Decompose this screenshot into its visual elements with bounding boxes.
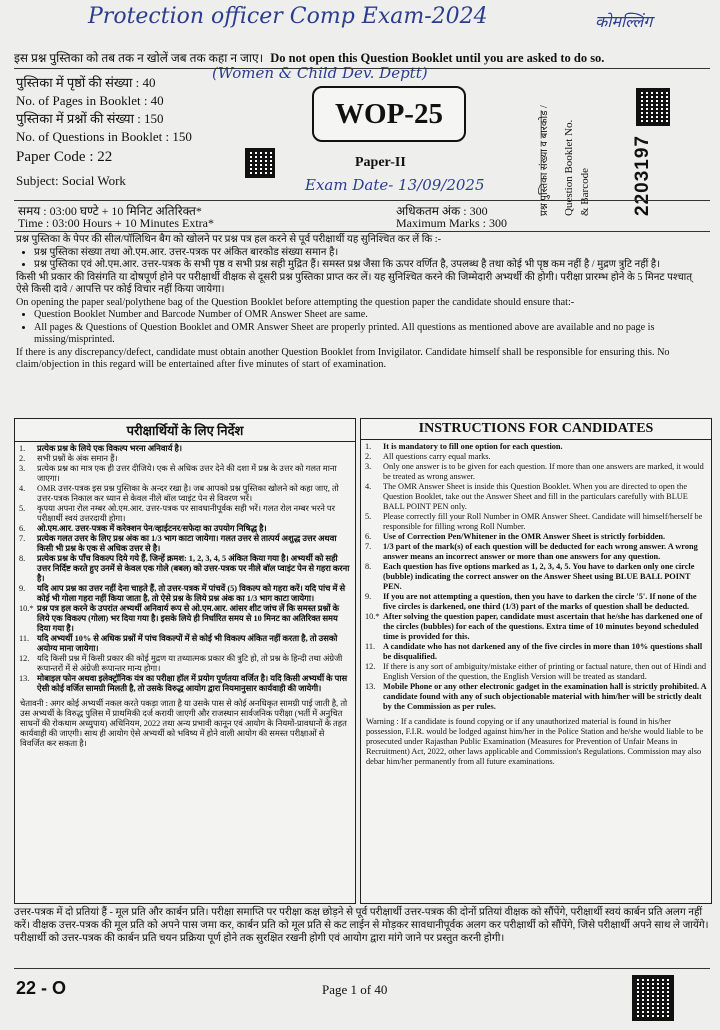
booklet-no-label-english: Question Booklet No. [563,119,575,216]
intro-hindi: प्रश्न पुस्तिका के पेपर की सील/पॉलिथिन बैग को खोलने पर प्रश्न पत्र हल करने से पूर्व परीक्षार्थी यह सुनिश्चित कर लें कि :- [16,234,441,245]
english-item-number: 2. [365,452,372,461]
hindi-item-number: 4. [19,484,26,493]
hindi-item-text: यदि अभ्यर्थी 10% से अधिक प्रश्नों में पांच विकल्पों में से कोई भी विकल्प अंकित नहीं करता है, तो उसको अयोग्य माना जायेगा। [37,634,338,653]
english-item [365,482,707,512]
bottom-qr-code [632,975,674,1021]
english-item-number: 13. [365,682,376,691]
hindi-instructions-list [15,442,355,696]
booklet-no-label-hindi: प्रश्न पुस्तिका संख्या व बारकोड / [539,105,550,216]
paper-number: Paper-II [355,155,406,170]
hindi-item [19,554,351,584]
intro-hindi-bullet-2: • प्रश्न पुस्तिका एवं ओ.एम.आर. उत्तर-पत्रक के सभी पृष्ठ व सभी प्रश्न सही मुद्रित हैं। समस्त प्रश्न जैसा कि ऊपर वर्णित है, उपलब्ध है तथा कोई भी पृष्ठ कम नहीं है / मुद्रण त्रुटि नहीं है। [34,259,706,272]
bottom-code: 22 - O [16,978,67,998]
english-instructions-list [361,440,711,714]
questions-english: No. of Questions in Booklet : 150 [16,129,192,144]
hindi-warning: चेतावनी : अगर कोई अभ्यर्थी नकल करते पकड़ा जाता है या उसके पास से कोई अनधिकृत सामग्री पाई जाती है, तो उस अभ्यर्थी के विरुद्ध पुलिस में प्राथमिकी दर्ज करायी जाएगी और राजस्थान सार्वजनिक परीक्षा (भर्ती में अनुचित साधनों की रोकथाम अध्युपाय) अधिनियम, 2022 तथा अन्य प्रभावी कानून एवं आयोग के नियमों-प्रावधानों के तहत कार्यवाही की जाएगी। साथ ही आयोग ऐसे अभ्यर्थी को भविष्य में होने वाली आयोग की समस्त परीक्षाओं से विवर्जित कर सकता है। [20,699,348,748]
hindi-item-text: OMR उत्तर-पत्रक इस प्रश्न पुस्तिका के अन्दर रखा है। जब आपको प्रश्न पुस्तिका खोलने को कहा जाए, तो उत्तर-पत्रक निकाल कर ध्यान से केवल नीले बॉल प्वाइंट पेन से विवरण भरें। [37,484,339,503]
hindi-item [19,604,351,634]
time-marks-block [14,200,710,232]
hindi-item-number: 13. [19,674,30,683]
top-rule [14,68,710,69]
english-item-number: 10.* [365,612,380,621]
english-item-number: 6. [365,532,372,541]
english-item [365,532,707,542]
hindi-item-text: यदि किसी प्रश्न में किसी प्रकार की कोई मुद्रण या तथ्यात्मक प्रकार की त्रुटि हो, तो प्रश्न के हिन्दी तथा अंग्रेजी रूपान्तरों में से अंग्रेजी रूपान्तर मान्य होगा। [37,654,343,673]
small-qr-code [245,148,275,178]
handwritten-exam-title: Protection officer Comp Exam-2024 [88,4,488,29]
english-item [365,592,707,612]
answer-sheet-note: उत्तर-पत्रक में दो प्रतियां हैं - मूल प्रति और कार्बन प्रति। परीक्षा समाप्ति पर परीक्षा कक्ष छोड़ने से पूर्व परीक्षार्थी उत्तर-पत्रक की दोनों प्रतियां वीक्षक को सौंपेंगे, परीक्षार्थी स्वयं कार्बन प्रति अलग नहीं करें। वीक्षक उत्तर-पत्रक की मूल प्रति को अपने पास जमा कर, कार्बन प्रति को मूल प्रति से कट लाईन से मोड़कर सावधानीपूर्वक अलग कर परीक्षार्थी को सौंपेंगे, जिसे परीक्षार्थी अपने साथ ले जायेंगे। परीक्षार्थी को उत्तर-पत्रक की कार्बन प्रति चयन प्रक्रिया पूर्ण होने तक सुरक्षित रखनी होगी एवं आयोग द्वारा मांगे जाने पर प्रस्तुत करनी होगी। [14,907,709,944]
hindi-item [19,524,351,534]
english-item [365,682,707,712]
hindi-item-text: मोबाइल फोन अथवा इलेक्ट्रॉनिक यंत्र का परीक्षा हॉल में प्रयोग पूर्णतया वर्जित है। यदि किसी अभ्यर्थी के पास ऐसी कोई वर्जित सामग्री मिलती है, तो उसके विरुद्ध आयोग द्वारा नियमानुसार कार्यवाही की जायेगी। [37,674,348,693]
page-number: Page 1 of 40 [322,982,388,997]
hindi-item-number: 2. [19,454,26,463]
marks-english: Maximum Marks : 300 [396,216,507,230]
english-item-text: A candidate who has not darkened any of the five circles in more than 10% questions shall be disqualified. [383,642,703,661]
hindi-item-number: 8. [19,554,26,563]
hindi-item [19,654,351,674]
hindi-item-number: 5. [19,504,26,513]
booklet-qr-code [636,88,670,126]
english-item-text: It is mandatory to fill one option for each question. [383,442,563,451]
english-item-number: 1. [365,442,372,451]
english-instructions-panel [360,418,712,904]
hindi-item-number: 9. [19,584,26,593]
hindi-item-number: 6. [19,524,26,533]
english-item-text: Each question has five options marked as 1, 2, 3, 4, 5. You have to darken only one circle (bubble) indicating the correct answer on the Answer Sheet using BLUE BALL POINT PEN. [383,562,695,591]
hindi-item [19,674,351,694]
paper-code-box: WOP-25 [312,86,466,142]
bottom-rule [14,968,710,969]
hindi-item [19,584,351,604]
hindi-item-text: कृपया अपना रोल नम्बर ओ.एम.आर. उत्तर-पत्रक पर सावधानीपूर्वक सही भरें। गलत रोल नम्बर भरने पर परीक्षार्थी स्वयं उत्तरदायी होगा। [37,504,336,523]
english-item-text: After solving the question paper, candidate must ascertain that he/she has darkened one of the circles (bubbles) for each of the questions. Extra time of 10 minutes beyond scheduled time is provided for this. [383,612,703,641]
english-item-number: 8. [365,562,372,571]
english-item-text: 1/3 part of the mark(s) of each question will be deducted for each wrong answer. A wrong answer means an incorrect answer or more than one answers for any question. [383,542,698,561]
english-item-text: The OMR Answer Sheet is inside this Question Booklet. When you are directed to open the Question Booklet, take out the Answer Sheet and fill in the particulars carefully with BLUE BALL POINT PEN only. [383,482,688,511]
english-item-number: 4. [365,482,372,491]
do-not-open-hindi: इस प्रश्न पुस्तिका को तब तक न खोलें जब तक कहा न जाए। [14,51,264,65]
english-item-text: All questions carry equal marks. [383,452,491,461]
booklet-number: 2203197 [632,135,653,216]
hindi-item-text: यदि आप प्रश्न का उत्तर नहीं देना चाहते हैं, तो उत्तर-पत्रक में पांचवें (5) विकल्प को गहरा करें। यदि पांच में से कोई भी गोला गहरा नहीं किया जाता है, तो ऐसे प्रश्न के लिये प्रश्न अंक का 1/3 भाग काटा जायेगा। [37,584,346,603]
hindi-item-text: प्रत्येक प्रश्न के पाँच विकल्प दिये गये हैं, जिन्हें क्रमश: 1, 2, 3, 4, 5 अंकित किया गया है। अभ्यर्थी को सही उत्तर निर्दिष्ट करते हुए उनमें से केवल एक गोले (बबल) को उत्तर-पत्रक पर नीले बॉल प्वाइंट पेन से गहरा करना है। [37,554,350,583]
english-item-number: 9. [365,592,372,601]
handwritten-exam-date: Exam Date- 13/09/2025 [305,176,485,194]
booklet-barcode-label: & Barcode [579,168,591,216]
hindi-item [19,484,351,504]
hindi-item-number: 3. [19,464,26,473]
english-item-number: 11. [365,642,376,651]
hindi-panel-title: परीक्षार्थियों के लिए निर्देश [15,419,355,442]
questions-hindi: पुस्तिका में प्रश्नों की संख्या : 150 [16,111,164,126]
hindi-item [19,504,351,524]
english-item [365,542,707,562]
english-item [365,612,707,642]
hindi-item-text: प्रत्येक प्रश्न के लिये एक विकल्प भरना अनिवार्य है। [37,444,183,453]
english-panel-title: INSTRUCTIONS FOR CANDIDATES [361,419,711,440]
handwritten-department: (Women & Child Dev. Deptt) [212,64,428,82]
english-item-number: 7. [365,542,372,551]
intro-hindi-tail: किसी भी प्रकार की विसंगति या दोषपूर्ण होने पर परीक्षार्थी वीक्षक से दूसरी प्रश्न पुस्तिका प्राप्त कर लें। यह सुनिश्चित करने की जिम्मेदारी अभ्यर्थी की होगी। परीक्षा प्रारम्भ होने के 5 मिनट पश्चात् ऐसे किसी दावे / आपत्ति पर कोई विचार नहीं किया जायेगा। [16,271,693,295]
hindi-item [19,444,351,454]
hindi-item-number: 11. [19,634,30,643]
booklet-info [16,74,192,190]
hindi-item-text: प्रत्येक गलत उत्तर के लिए प्रश्न अंक का 1/3 भाग काटा जायेगा। गलत उत्तर से तात्पर्य अशुद्ध उत्तर अथवा किसी भी प्रश्न के एक से अधिक उत्तर से है। [37,534,337,553]
english-item-text: Only one answer is to be given for each question. If more than one answers are marked, it would be treated as wrong answer. [383,462,704,481]
hindi-item-text: प्रत्येक प्रश्न का मात्र एक ही उत्तर दीजिये। एक से अधिक उत्तर देने की दशा में प्रश्न के उत्तर को गलत माना जाएगा। [37,464,337,483]
english-item-number: 3. [365,462,372,471]
hindi-item-text: सभी प्रश्नों के अंक समान हैं। [37,454,118,463]
hindi-item-number: 12. [19,654,30,663]
english-item [365,642,707,662]
english-item [365,452,707,462]
english-item [365,662,707,682]
english-warning: Warning : If a candidate is found copying or if any unauthorized material is found in his/her possession, F.I.R. would be lodged against him/her in the Police Station and he/she would liable to be prosecuted under Rajasthan Public Examination (Measures for Prevention of Unfair Means in Recruitment) Act, 2022, other laws applicable and Commission's Regulations. Commission may also debar him/her permanently from all future examinations. [366,717,704,766]
english-item [365,562,707,592]
pages-hindi: पुस्तिका में पृष्ठों की संख्या : 40 [16,75,156,90]
english-item-text: If you are not attempting a question, then you have to darken the circle '5'. If none of the five circles is darkened, one third (1/3) part of the marks of question shall be deducted. [383,592,697,611]
marks-hindi: अधिकतम अंक : 300 [396,204,488,218]
hindi-item-number: 1. [19,444,26,453]
english-item-text: Please correctly fill your Roll Number in OMR Answer Sheet. Candidate will himself/herself be responsible for filling wrong Roll Number. [383,512,703,531]
english-item-text: Use of Correction Pen/Whitener in the OMR Answer Sheet is strictly forbidden. [383,532,666,541]
intro-hindi-bullet-1: • प्रश्न पुस्तिका संख्या तथा ओ.एम.आर. उत्तर-पत्रक पर अंकित बारकोड संख्या समान है। [34,247,706,260]
english-item-text: If there is any sort of ambiguity/mistake either of printing or factual nature, then out of Hindi and English Version of the question, the English Version will be treated as standard. [383,662,707,681]
intro-english-bullet-2: • All pages & Questions of Question Booklet and OMR Answer Sheet are properly printed. All questions as mentioned above are available and no page is missing/misprinted. [34,322,706,347]
time-hindi: समय : 03:00 घण्टे + 10 मिनिट अतिरिक्त* [18,204,202,218]
do-not-open-line [14,49,714,66]
pages-english: No. of Pages in Booklet : 40 [16,93,164,108]
hindi-item [19,454,351,464]
hindi-item [19,534,351,554]
intro-instructions [16,234,706,372]
time-english: Time : 03:00 Hours + 10 Minutes Extra* [18,216,214,230]
english-item-text: Mobile Phone or any other electronic gadget in the examination hall is strictly prohibited. A candidate found with any of such objectionable material with him/her will be strictly dealt by the Commission as per rules. [383,682,707,711]
hindi-item-text: प्रश्न पत्र हल करने के उपरांत अभ्यर्थी अनिवार्य रूप से ओ.एम.आर. आंसर शीट जांच लें कि समस्त प्रश्नों के लिये एक विकल्प (गोला) भर दिया गया है। इसके लिये ही निर्धारित समय से 10 मिनट का अतिरिक्त समय दिया गया है। [37,604,339,633]
english-item [365,442,707,452]
intro-english-tail: If there is any discrepancy/defect, candidate must obtain another Question Booklet from Invigilator. Candidate himself shall be responsible for ensuring this. No claim/objection in this regard will be entertained after five minutes of start of examination. [16,346,670,370]
subject: Subject: Social Work [16,173,126,188]
hindi-item [19,634,351,654]
english-item [365,512,707,532]
intro-english: On opening the paper seal/polythene bag of the Question Booklet before attempting the question paper the candidate should ensure that:- [16,296,575,308]
english-item-number: 12. [365,662,376,671]
hindi-item-number: 7. [19,534,26,543]
intro-english-bullet-1: • Question Booklet Number and Barcode Number of OMR Answer Sheet are same. [34,309,706,322]
hindi-item-number: 10.* [19,604,34,613]
hindi-item [19,464,351,484]
do-not-open-english: Do not open this Question Booklet until you are asked to do so. [270,51,605,65]
english-item-number: 5. [365,512,372,521]
handwritten-signature: कोमल्लिंग [595,12,653,31]
hindi-instructions-panel [14,418,356,904]
paper-code: Paper Code : 22 [16,149,113,165]
hindi-item-text: ओ.एम.आर. उत्तर-पत्रक में करेक्शन पेन/व्हाईटनर/सफेदा का उपयोग निषिद्ध है। [37,524,267,533]
english-item [365,462,707,482]
